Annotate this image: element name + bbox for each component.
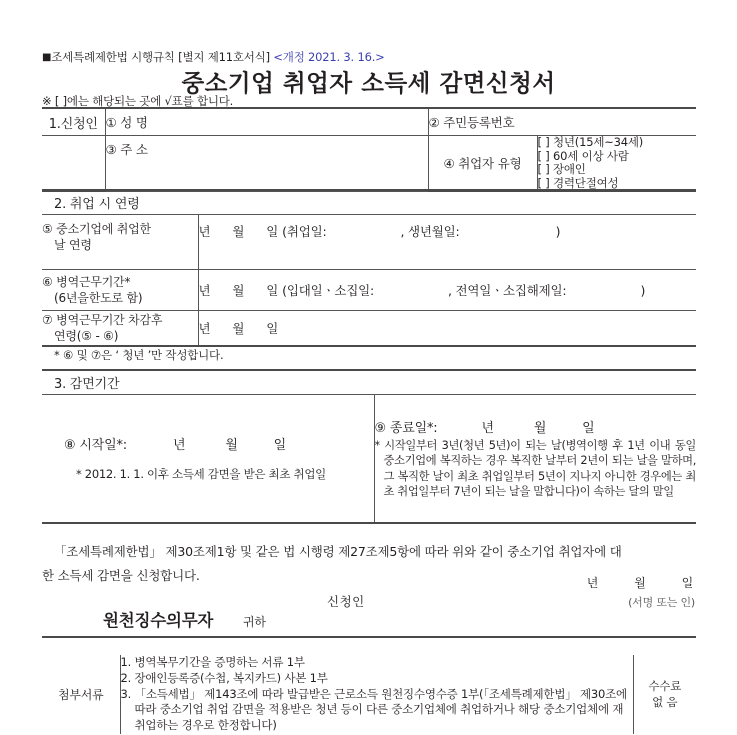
row-5-day: 일 (266, 224, 279, 239)
row-7-label-line2: 연령(⑤ - ⑥) (54, 329, 119, 343)
start-date-cell (42, 394, 374, 523)
worker-type-option-youth[interactable]: [ ] 청년(15세~34세) (537, 135, 644, 149)
fee-value: 없 음 (652, 695, 678, 710)
row-5-value (198, 214, 696, 270)
row-7-value (198, 311, 696, 347)
name-field-header: ① 성 명 (105, 108, 428, 136)
row-7-label-line1: ⑦ 병역근무기간 차감후 (42, 313, 163, 327)
checkbox-instruction: ※ [ ]에는 해당되는 곳에 √표를 합니다. (42, 94, 234, 108)
row-6-day: 일 (266, 283, 279, 298)
row-6-close-paren: ) (640, 283, 646, 298)
divider-rule (42, 636, 696, 638)
row-5-label (42, 214, 198, 270)
end-date-note: * 시작일부터 3년(청년 5년)이 되는 날(병역이행 후 1년 이내 동일 중소기업에 복직하는 경우 복직한 날부터 2년이 되는 날을 말하며, 그 복직한 날이 최초 취업일부터 5년이 지나지 아니한 경우에는 최초 취업일부터 7년이 되는 날을 말합니다)이 속하는 달의 말일 (374, 439, 696, 498)
row-5-month: 월 (232, 224, 245, 239)
row-7-day: 일 (266, 321, 279, 336)
declaration-line-2: 한 소득세 감면을 신청합니다. (42, 568, 200, 583)
end-date-label: ⑨ 종료일*: (374, 421, 438, 437)
attachment-item: 2. 장애인등록증(수첩, 복지카드) 사본 1부 (120, 670, 328, 685)
reduction-period-table (42, 394, 696, 524)
start-date-year-unit: 년 (172, 438, 186, 453)
start-date-day-unit: 일 (273, 438, 287, 453)
worker-type-option-senior[interactable]: [ ] 60세 이상 사람 (537, 148, 629, 163)
start-date-line (42, 434, 374, 453)
submission-year: 년 (586, 576, 599, 590)
row-5-birth-date-label: , 생년월일: (400, 224, 460, 239)
start-date-note: * 2012. 1. 1. 이후 소득세 감면을 받은 최초 취업일 (76, 467, 326, 481)
fee-cell (633, 655, 696, 734)
row-6-value (198, 270, 696, 311)
form-reference (42, 49, 385, 65)
row-7-month: 월 (232, 321, 245, 336)
addressee-label: 귀하 (243, 615, 266, 629)
worker-type-options[interactable] (537, 136, 696, 192)
address-field-header: ③ 주 소 (105, 136, 428, 192)
row-5-hire-date-label: (취업일: (282, 224, 327, 239)
attachment-item: 3. 「소득세법」 제143조에 따라 발급받은 근로소득 원천징수영수증 1부(「조세특례제한법」 제30조에 따라 중소기업 취업 감면을 적용받은 청년 등이 다른 중소기업체에 취업하거나 해당 중소기업체에 재취업하는 경우로 한정합니다) (120, 686, 627, 733)
applicant-table (42, 107, 696, 192)
attachments-list (120, 655, 633, 734)
end-date-cell (374, 394, 696, 523)
start-date-month-unit: 월 (225, 438, 238, 453)
row-6-month: 월 (232, 283, 245, 298)
declaration-line-1: 「조세특례제한법」 제30조제1항 및 같은 법 시행령 제27조제5항에 따라 위와 같이 중소기업 취업자에 대 (54, 544, 622, 559)
worker-type-option-disabled[interactable]: [ ] 장애인 (537, 162, 586, 176)
start-date-label: ⑧ 시작일*: (64, 438, 127, 453)
attachments-label: 첨부서류 (42, 655, 120, 734)
row-5-label-line2: 날 연령 (54, 238, 92, 252)
end-date-month-unit: 월 (533, 421, 547, 437)
employment-age-table (42, 214, 696, 347)
attachments-table (42, 655, 696, 734)
bullet-square-icon: ■ (42, 52, 52, 63)
submission-date (587, 574, 693, 591)
submission-month: 월 (634, 576, 646, 590)
worker-type-option-career-break-woman[interactable]: [ ] 경력단절여성 (537, 175, 619, 190)
resident-number-field-header: ② 주민등록번호 (428, 108, 696, 136)
fee-label: 수수료 (648, 679, 682, 694)
withholding-agent-label: 원천징수의무자 (103, 611, 214, 630)
row-7-year: 년 (198, 321, 211, 336)
end-date-day-unit: 일 (582, 421, 595, 437)
form-revision-date: <개정 2021. 3. 16.> (273, 50, 385, 64)
row-6-label-line2: (6년을한도로 함) (54, 291, 143, 305)
applicant-signature-label: 신청인 (327, 594, 365, 609)
row-5-year: 년 (198, 224, 211, 239)
row-7-label (42, 311, 198, 347)
row-5-close-paren: ) (555, 224, 561, 239)
row-6-year: 년 (198, 283, 211, 298)
submission-day: 일 (681, 576, 693, 590)
page-title: 중소기업 취업자 소득세 감면신청서 (181, 69, 556, 97)
form-reference-text: 조세특례제한법 시행규칙 [별지 제11호서식] (51, 50, 270, 64)
attachment-item: 1. 병역복무기간을 증명하는 서류 1부 (120, 655, 305, 669)
signature-hint: (서명 또는 인) (628, 596, 695, 609)
applicant-section-label: 1.신청인 (42, 108, 105, 136)
end-date-year-unit: 년 (481, 421, 494, 437)
section-3-heading: 3. 감면기간 (42, 369, 696, 395)
row-5-label-line1: ⑤ 중소기업에 취업한 (42, 222, 151, 236)
end-date-line (375, 417, 697, 438)
applicant-label-spacer (42, 136, 105, 192)
section-2-heading: 2. 취업 시 연령 (42, 189, 696, 215)
section-2-footnote: * ⑥ 및 ⑦은 ‘ 청년 ’만 작성합니다. (54, 348, 224, 362)
row-6-label (42, 270, 198, 311)
worker-type-label: ④ 취업자 유형 (428, 136, 537, 192)
row-6-enlist-date-label: (입대일ㆍ소집일: (282, 283, 374, 298)
row-6-label-line1: ⑥ 병역근무기간* (42, 275, 131, 289)
row-6-discharge-date-label: , 전역일ㆍ소집해제일: (448, 283, 567, 298)
